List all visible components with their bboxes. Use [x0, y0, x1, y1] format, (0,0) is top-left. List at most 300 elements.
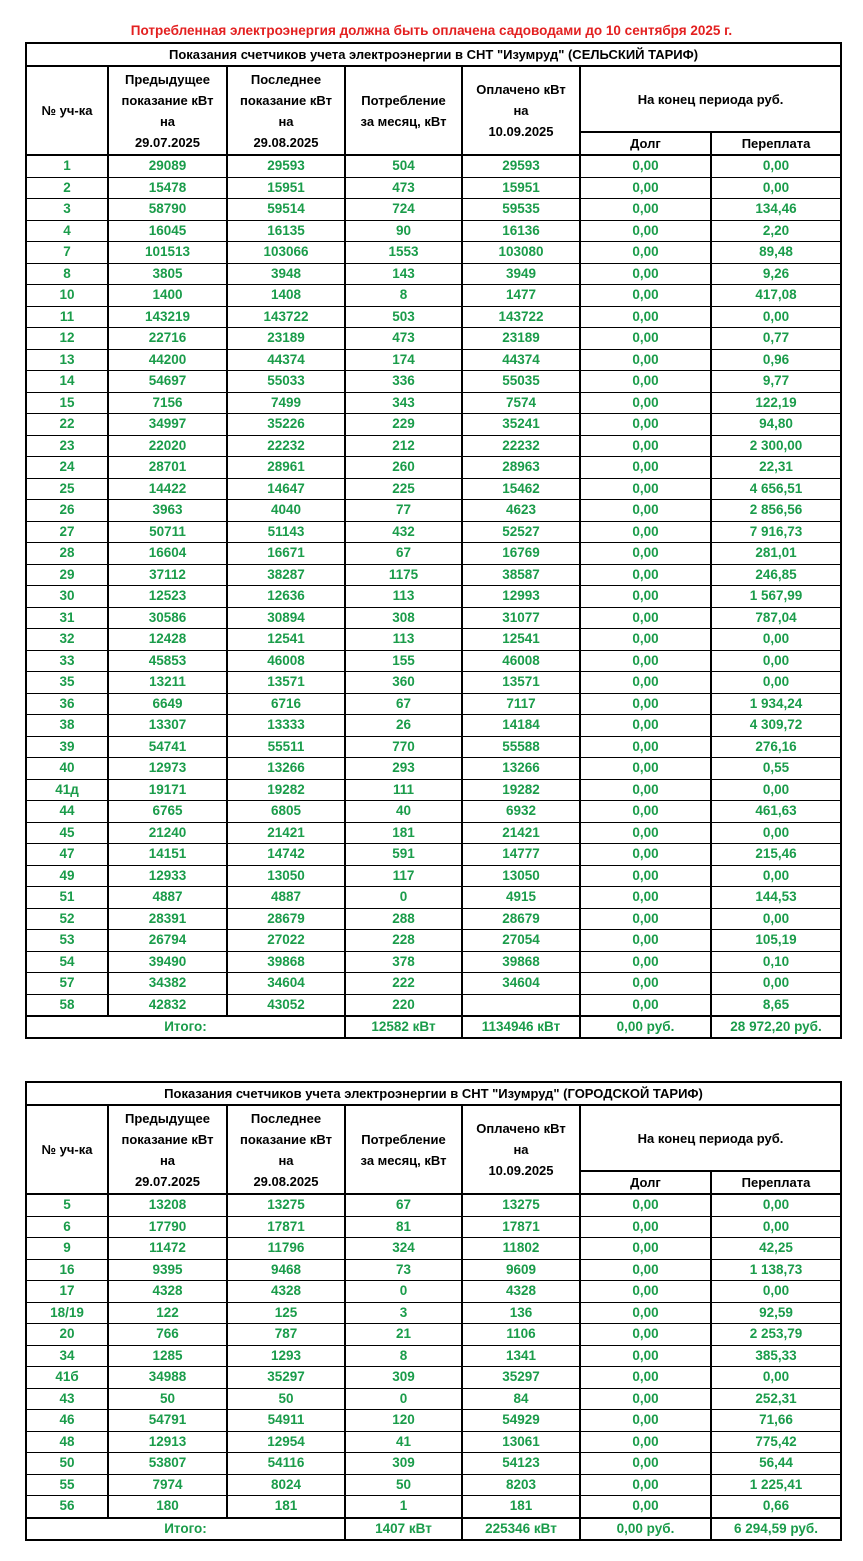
- consumption-cell: 260: [345, 457, 462, 479]
- debt-cell: 0,00: [580, 220, 711, 242]
- previous-reading-cell: 9395: [108, 1259, 227, 1281]
- overpayment-cell: 0,00: [711, 177, 841, 199]
- table-row: [26, 1367, 841, 1389]
- overpayment-cell: 42,25: [711, 1238, 841, 1260]
- header-line: Оплачено кВт: [476, 82, 566, 97]
- overpayment-cell: 0,55: [711, 758, 841, 780]
- table-row: [26, 887, 841, 909]
- paid-header: [462, 1105, 580, 1194]
- previous-reading-cell: 15478: [108, 177, 227, 199]
- paid-cell: 4915: [462, 887, 580, 909]
- previous-reading-cell: 54741: [108, 736, 227, 758]
- previous-reading-cell: 26794: [108, 930, 227, 952]
- previous-reading-cell: 3963: [108, 500, 227, 522]
- plot-number-cell: 14: [26, 371, 108, 393]
- consumption-cell: 324: [345, 1238, 462, 1260]
- overpayment-header: Переплата: [711, 1171, 841, 1194]
- overpayment-cell: 0,00: [711, 822, 841, 844]
- table-row: [26, 500, 841, 522]
- last-reading-header: [227, 1105, 345, 1194]
- consumption-cell: 228: [345, 930, 462, 952]
- table-row: [26, 930, 841, 952]
- last-reading-cell: 9468: [227, 1259, 345, 1281]
- plot-number-cell: 55: [26, 1474, 108, 1496]
- table-row: [26, 414, 841, 436]
- table-row: [26, 715, 841, 737]
- last-reading-cell: 54116: [227, 1453, 345, 1475]
- consumption-header: [345, 1105, 462, 1194]
- paid-cell: 9609: [462, 1259, 580, 1281]
- last-reading-cell: 14647: [227, 478, 345, 500]
- last-reading-header: [227, 66, 345, 155]
- overpayment-header: Переплата: [711, 132, 841, 155]
- debt-cell: 0,00: [580, 349, 711, 371]
- last-reading-cell: 50: [227, 1388, 345, 1410]
- paid-cell: 15462: [462, 478, 580, 500]
- paid-cell: 16769: [462, 543, 580, 565]
- paid-cell: 13050: [462, 865, 580, 887]
- header-line: Последнее: [250, 71, 322, 87]
- city-tariff-table: [25, 1081, 842, 1541]
- debt-cell: 0,00: [580, 650, 711, 672]
- last-reading-cell: 21421: [227, 822, 345, 844]
- table-row: [26, 973, 841, 995]
- paid-cell: 44374: [462, 349, 580, 371]
- overpayment-cell: 0,00: [711, 629, 841, 651]
- debt-cell: 0,00: [580, 285, 711, 307]
- last-reading-cell: 181: [227, 1496, 345, 1518]
- consumption-cell: 432: [345, 521, 462, 543]
- paid-cell: 34604: [462, 973, 580, 995]
- plot-number-cell: 25: [26, 478, 108, 500]
- previous-reading-cell: 766: [108, 1324, 227, 1346]
- consumption-cell: 1175: [345, 564, 462, 586]
- paid-cell: 29593: [462, 155, 580, 177]
- header-line: Потребление: [361, 92, 446, 108]
- paid-cell: 4623: [462, 500, 580, 522]
- previous-reading-cell: 14151: [108, 844, 227, 866]
- consumption-cell: 225: [345, 478, 462, 500]
- overpayment-cell: 385,33: [711, 1345, 841, 1367]
- plot-number-cell: 34: [26, 1345, 108, 1367]
- period-end-header: На конец периода руб.: [580, 1105, 841, 1171]
- header-date: 29.08.2025: [253, 1173, 319, 1189]
- debt-cell: 0,00: [580, 758, 711, 780]
- table-row: [26, 1410, 841, 1432]
- consumption-cell: 117: [345, 865, 462, 887]
- last-reading-cell: 143722: [227, 306, 345, 328]
- paid-cell: 136: [462, 1302, 580, 1324]
- plot-number-cell: 15: [26, 392, 108, 414]
- previous-reading-cell: 16045: [108, 220, 227, 242]
- total-paid: 225346 кВт: [462, 1518, 580, 1540]
- consumption-cell: 40: [345, 801, 462, 823]
- last-reading-cell: 1408: [227, 285, 345, 307]
- consumption-cell: 26: [345, 715, 462, 737]
- overpayment-cell: 1 934,24: [711, 693, 841, 715]
- previous-reading-cell: 34988: [108, 1367, 227, 1389]
- plot-number-cell: 17: [26, 1281, 108, 1303]
- debt-cell: 0,00: [580, 564, 711, 586]
- consumption-cell: 67: [345, 1194, 462, 1216]
- plot-number-cell: 27: [26, 521, 108, 543]
- plot-number-cell: 7: [26, 242, 108, 264]
- table-row: [26, 1453, 841, 1475]
- debt-cell: 0,00: [580, 263, 711, 285]
- last-reading-cell: 103066: [227, 242, 345, 264]
- table-row: [26, 801, 841, 823]
- plot-number-cell: 12: [26, 328, 108, 350]
- overpayment-cell: 0,00: [711, 865, 841, 887]
- debt-cell: 0,00: [580, 951, 711, 973]
- table-row: [26, 177, 841, 199]
- consumption-cell: 120: [345, 1410, 462, 1432]
- last-reading-cell: 38287: [227, 564, 345, 586]
- header-line: на: [513, 103, 529, 118]
- debt-cell: 0,00: [580, 822, 711, 844]
- debt-cell: 0,00: [580, 1367, 711, 1389]
- consumption-cell: 50: [345, 1474, 462, 1496]
- debt-cell: 0,00: [580, 994, 711, 1016]
- overpayment-cell: 4 656,51: [711, 478, 841, 500]
- consumption-cell: 1553: [345, 242, 462, 264]
- consumption-cell: 343: [345, 392, 462, 414]
- table-row: [26, 1388, 841, 1410]
- previous-reading-header: [108, 66, 227, 155]
- plot-number-cell: 18/19: [26, 1302, 108, 1324]
- plot-number-cell: 26: [26, 500, 108, 522]
- last-reading-cell: 15951: [227, 177, 345, 199]
- paid-cell: 28679: [462, 908, 580, 930]
- overpayment-cell: 7 916,73: [711, 521, 841, 543]
- previous-reading-cell: 122: [108, 1302, 227, 1324]
- previous-reading-cell: 39490: [108, 951, 227, 973]
- overpayment-cell: 252,31: [711, 1388, 841, 1410]
- plot-number-cell: 41д: [26, 779, 108, 801]
- last-reading-cell: 12636: [227, 586, 345, 608]
- debt-cell: 0,00: [580, 586, 711, 608]
- overpayment-cell: 56,44: [711, 1453, 841, 1475]
- paid-cell: 1477: [462, 285, 580, 307]
- consumption-cell: 111: [345, 779, 462, 801]
- overpayment-cell: 0,10: [711, 951, 841, 973]
- header-line: Предыдущее: [125, 1110, 210, 1126]
- header-line: на: [159, 113, 176, 129]
- paid-cell: 27054: [462, 930, 580, 952]
- last-reading-cell: 7499: [227, 392, 345, 414]
- plot-number-cell: 41б: [26, 1367, 108, 1389]
- plot-number-cell: 33: [26, 650, 108, 672]
- overpayment-cell: 417,08: [711, 285, 841, 307]
- header-line: показание кВт: [240, 1131, 332, 1147]
- plot-number-cell: 28: [26, 543, 108, 565]
- consumption-cell: 3: [345, 1302, 462, 1324]
- last-reading-cell: 55511: [227, 736, 345, 758]
- consumption-cell: 0: [345, 1281, 462, 1303]
- paid-cell: 6932: [462, 801, 580, 823]
- header-line: Предыдущее: [125, 71, 210, 87]
- paid-cell: 13275: [462, 1194, 580, 1216]
- table-row: [26, 220, 841, 242]
- consumption-header: [345, 66, 462, 155]
- last-reading-cell: 4887: [227, 887, 345, 909]
- table-row: [26, 328, 841, 350]
- debt-cell: 0,00: [580, 543, 711, 565]
- debt-cell: 0,00: [580, 1302, 711, 1324]
- table-row: [26, 521, 841, 543]
- consumption-cell: 473: [345, 328, 462, 350]
- table-row: [26, 1496, 841, 1518]
- paid-cell: 55588: [462, 736, 580, 758]
- total-paid: 1134946 кВт: [462, 1016, 580, 1038]
- paid-cell: 8203: [462, 1474, 580, 1496]
- overpayment-cell: 461,63: [711, 801, 841, 823]
- paid-cell: 22232: [462, 435, 580, 457]
- table-row: [26, 1345, 841, 1367]
- previous-reading-cell: 34997: [108, 414, 227, 436]
- debt-cell: 0,00: [580, 715, 711, 737]
- previous-reading-cell: 7974: [108, 1474, 227, 1496]
- consumption-cell: 0: [345, 1388, 462, 1410]
- debt-cell: 0,00: [580, 693, 711, 715]
- plot-number-header: № уч-ка: [26, 1105, 108, 1194]
- table-row: [26, 1281, 841, 1303]
- table-row: [26, 951, 841, 973]
- overpayment-cell: 22,31: [711, 457, 841, 479]
- plot-number-cell: 50: [26, 1453, 108, 1475]
- overpayment-cell: 0,00: [711, 306, 841, 328]
- overpayment-cell: 122,19: [711, 392, 841, 414]
- previous-reading-cell: 12973: [108, 758, 227, 780]
- paid-cell: 143722: [462, 306, 580, 328]
- previous-reading-cell: 12428: [108, 629, 227, 651]
- overpayment-cell: 9,26: [711, 263, 841, 285]
- table-row: [26, 1431, 841, 1453]
- header-line: Оплачено кВт: [476, 1121, 566, 1136]
- table-row: [26, 285, 841, 307]
- overpayment-cell: 4 309,72: [711, 715, 841, 737]
- paid-cell: 54929: [462, 1410, 580, 1432]
- previous-reading-cell: 22020: [108, 435, 227, 457]
- consumption-cell: 77: [345, 500, 462, 522]
- plot-number-cell: 43: [26, 1388, 108, 1410]
- table-row: [26, 349, 841, 371]
- total-label: Итого:: [26, 1016, 345, 1038]
- debt-cell: 0,00: [580, 1259, 711, 1281]
- consumption-cell: 770: [345, 736, 462, 758]
- previous-reading-cell: 143219: [108, 306, 227, 328]
- debt-cell: 0,00: [580, 930, 711, 952]
- overpayment-cell: 8,65: [711, 994, 841, 1016]
- plot-number-cell: 16: [26, 1259, 108, 1281]
- previous-reading-cell: 21240: [108, 822, 227, 844]
- consumption-cell: 90: [345, 220, 462, 242]
- overpayment-cell: 787,04: [711, 607, 841, 629]
- plot-number-cell: 31: [26, 607, 108, 629]
- consumption-cell: 229: [345, 414, 462, 436]
- header-line: показание кВт: [121, 1131, 214, 1147]
- last-reading-cell: 27022: [227, 930, 345, 952]
- previous-reading-cell: 4887: [108, 887, 227, 909]
- previous-reading-cell: 6765: [108, 801, 227, 823]
- header-line: на: [513, 1142, 529, 1157]
- plot-number-cell: 22: [26, 414, 108, 436]
- consumption-cell: 308: [345, 607, 462, 629]
- overpayment-cell: 1 567,99: [711, 586, 841, 608]
- paid-cell: 54123: [462, 1453, 580, 1475]
- period-end-header: На конец периода руб.: [580, 66, 841, 132]
- consumption-cell: 309: [345, 1453, 462, 1475]
- table-row: [26, 844, 841, 866]
- debt-cell: 0,00: [580, 1281, 711, 1303]
- table-title: Показания счетчиков учета электроэнергии в СНТ "Изумруд" (СЕЛЬСКИЙ ТАРИФ): [26, 43, 841, 66]
- previous-reading-cell: 3805: [108, 263, 227, 285]
- total-debt: 0,00 руб.: [580, 1016, 711, 1038]
- plot-number-cell: 3: [26, 199, 108, 221]
- payment-deadline-notice: Потребленная электроэнергия должна быть оплачена садоводами до 10 сентября 2025 г.: [130, 23, 733, 38]
- previous-reading-cell: 11472: [108, 1238, 227, 1260]
- paid-cell: 84: [462, 1388, 580, 1410]
- debt-cell: 0,00: [580, 1216, 711, 1238]
- table-body: [26, 155, 841, 1016]
- table-row: [26, 242, 841, 264]
- plot-number-cell: 32: [26, 629, 108, 651]
- header-date: 29.07.2025: [134, 134, 201, 150]
- consumption-cell: 591: [345, 844, 462, 866]
- consumption-cell: 8: [345, 1345, 462, 1367]
- overpayment-cell: 0,00: [711, 155, 841, 177]
- previous-reading-cell: 13211: [108, 672, 227, 694]
- paid-cell: 52527: [462, 521, 580, 543]
- last-reading-cell: 4328: [227, 1281, 345, 1303]
- plot-number-cell: 54: [26, 951, 108, 973]
- table-row: [26, 822, 841, 844]
- header-line: на: [159, 1152, 176, 1168]
- last-reading-cell: 1293: [227, 1345, 345, 1367]
- last-reading-cell: 22232: [227, 435, 345, 457]
- debt-cell: 0,00: [580, 672, 711, 694]
- consumption-cell: 67: [345, 543, 462, 565]
- previous-reading-cell: 58790: [108, 199, 227, 221]
- debt-cell: 0,00: [580, 177, 711, 199]
- last-reading-cell: 13266: [227, 758, 345, 780]
- debt-cell: 0,00: [580, 521, 711, 543]
- last-reading-cell: 29593: [227, 155, 345, 177]
- plot-number-cell: 11: [26, 306, 108, 328]
- total-debt: 0,00 руб.: [580, 1518, 711, 1540]
- table-row: [26, 758, 841, 780]
- debt-cell: 0,00: [580, 242, 711, 264]
- debt-cell: 0,00: [580, 887, 711, 909]
- table-row: [26, 1194, 841, 1216]
- plot-number-cell: 45: [26, 822, 108, 844]
- plot-number-cell: 20: [26, 1324, 108, 1346]
- previous-reading-cell: 4328: [108, 1281, 227, 1303]
- plot-number-cell: 44: [26, 801, 108, 823]
- plot-number-cell: 58: [26, 994, 108, 1016]
- consumption-cell: 113: [345, 586, 462, 608]
- consumption-cell: 378: [345, 951, 462, 973]
- table-row: [26, 672, 841, 694]
- table-row: [26, 650, 841, 672]
- paid-cell: 17871: [462, 1216, 580, 1238]
- last-reading-cell: 8024: [227, 1474, 345, 1496]
- plot-number-cell: 51: [26, 887, 108, 909]
- debt-header: Долг: [580, 132, 711, 155]
- previous-reading-cell: 12933: [108, 865, 227, 887]
- overpayment-cell: 2,20: [711, 220, 841, 242]
- last-reading-cell: 13333: [227, 715, 345, 737]
- debt-cell: 0,00: [580, 865, 711, 887]
- paid-cell: 1106: [462, 1324, 580, 1346]
- previous-reading-cell: 42832: [108, 994, 227, 1016]
- previous-reading-cell: 17790: [108, 1216, 227, 1238]
- last-reading-cell: 4040: [227, 500, 345, 522]
- last-reading-cell: 46008: [227, 650, 345, 672]
- table-row: [26, 693, 841, 715]
- overpayment-cell: 0,00: [711, 1216, 841, 1238]
- table-row: [26, 263, 841, 285]
- paid-cell: 28963: [462, 457, 580, 479]
- plot-number-cell: 38: [26, 715, 108, 737]
- previous-reading-cell: 6649: [108, 693, 227, 715]
- debt-cell: 0,00: [580, 779, 711, 801]
- header-line: за месяц, кВт: [360, 1152, 447, 1168]
- total-row: [26, 1016, 841, 1038]
- table-row: [26, 478, 841, 500]
- table-row: [26, 306, 841, 328]
- table-title: Показания счетчиков учета электроэнергии в СНТ "Изумруд" (ГОРОДСКОЙ ТАРИФ): [26, 1082, 841, 1105]
- debt-cell: 0,00: [580, 500, 711, 522]
- overpayment-cell: 0,00: [711, 1367, 841, 1389]
- paid-cell: 14184: [462, 715, 580, 737]
- paid-cell: 35297: [462, 1367, 580, 1389]
- paid-cell: 59535: [462, 199, 580, 221]
- last-reading-cell: 13571: [227, 672, 345, 694]
- overpayment-cell: 276,16: [711, 736, 841, 758]
- last-reading-cell: 125: [227, 1302, 345, 1324]
- overpayment-cell: 281,01: [711, 543, 841, 565]
- table-row: [26, 155, 841, 177]
- overpayment-cell: 2 253,79: [711, 1324, 841, 1346]
- header-line: показание кВт: [240, 92, 332, 108]
- consumption-cell: 503: [345, 306, 462, 328]
- consumption-cell: 1: [345, 1496, 462, 1518]
- debt-cell: 0,00: [580, 607, 711, 629]
- last-reading-cell: 28961: [227, 457, 345, 479]
- table-row: [26, 1474, 841, 1496]
- header-line: показание кВт: [121, 92, 214, 108]
- last-reading-cell: 35297: [227, 1367, 345, 1389]
- debt-cell: 0,00: [580, 306, 711, 328]
- table-row: [26, 1302, 841, 1324]
- debt-cell: 0,00: [580, 199, 711, 221]
- overpayment-cell: 775,42: [711, 1431, 841, 1453]
- previous-reading-cell: 22716: [108, 328, 227, 350]
- plot-number-cell: 4: [26, 220, 108, 242]
- debt-cell: 0,00: [580, 1194, 711, 1216]
- consumption-cell: 0: [345, 887, 462, 909]
- debt-cell: 0,00: [580, 736, 711, 758]
- table-row: [26, 543, 841, 565]
- last-reading-cell: 13275: [227, 1194, 345, 1216]
- last-reading-cell: 39868: [227, 951, 345, 973]
- plot-number-cell: 35: [26, 672, 108, 694]
- last-reading-cell: 16135: [227, 220, 345, 242]
- overpayment-cell: 92,59: [711, 1302, 841, 1324]
- previous-reading-cell: 54697: [108, 371, 227, 393]
- total-row: [26, 1518, 841, 1540]
